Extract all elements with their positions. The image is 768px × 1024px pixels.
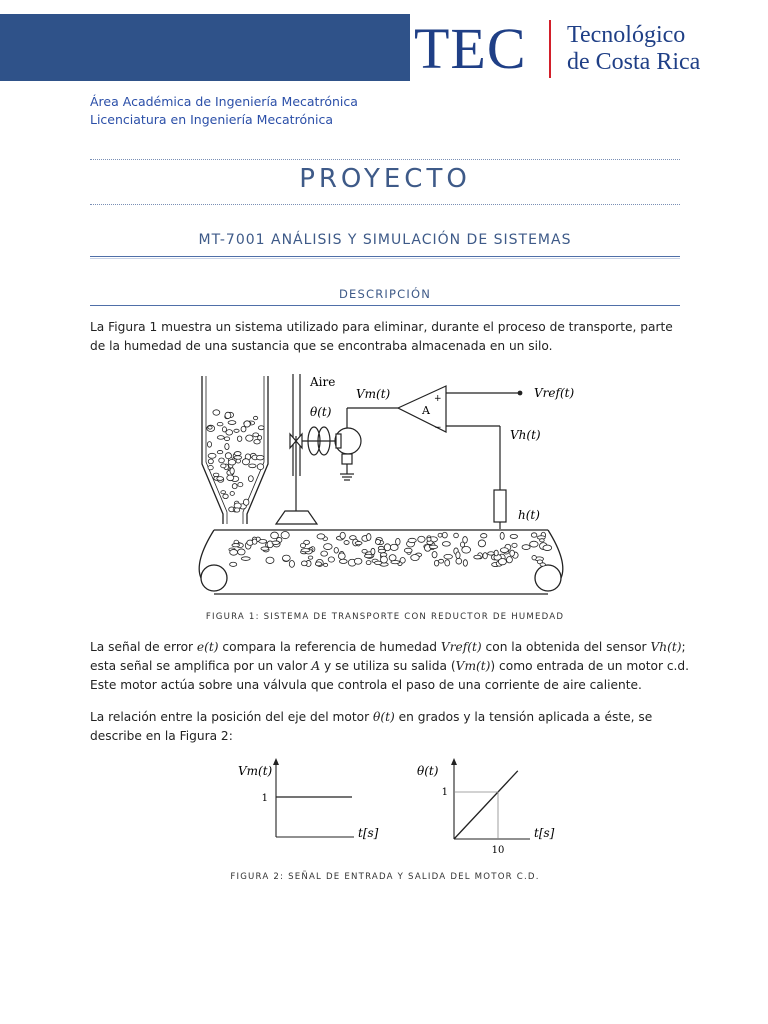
grain [478, 540, 485, 547]
grain [510, 550, 515, 556]
text-span: y se utiliza su salida ( [320, 659, 456, 673]
grain [208, 459, 213, 464]
department-line1: Área Académica de Ingeniería Mecatrónica [90, 94, 358, 109]
grain [442, 532, 447, 538]
grain [213, 473, 219, 477]
theta-label: θ(t) [310, 405, 332, 419]
theta-ramp-line [454, 771, 518, 839]
grain [454, 533, 459, 538]
math-e: e(t) [196, 640, 219, 654]
silo-right-wall [247, 376, 268, 524]
grain [339, 559, 347, 563]
grain [232, 484, 237, 489]
grain [234, 452, 241, 456]
vm-label: Vm(t) [356, 387, 391, 401]
grain [483, 553, 487, 559]
grain [354, 558, 362, 564]
figure-1-caption: FIGURA 1: SISTEMA DE TRANSPORTE CON REDUCTOR DE HUMEDAD [205, 612, 565, 622]
grain [411, 555, 420, 561]
math-vh: Vh(t) [650, 640, 682, 654]
grain [439, 559, 444, 563]
grain [281, 531, 289, 538]
math-vm: Vm(t) [455, 659, 491, 673]
institution-name [567, 22, 700, 76]
grain [324, 563, 328, 566]
grain [207, 442, 211, 448]
title-divider-bottom [90, 204, 680, 205]
grain [498, 559, 506, 565]
figure-2-caption: FIGURA 2: SEÑAL DE ENTRADA Y SALIDA DEL MOTOR C.D. [230, 872, 540, 882]
grain [259, 540, 267, 544]
left-ylabel: Vm(t) [238, 764, 273, 778]
grain [224, 437, 229, 441]
grain [227, 475, 234, 481]
grain [232, 544, 239, 547]
paragraph-intro: La Figura 1 muestra un sistema utilizado para eliminar, durante el proceso de transporte, parte de la humedad de una sustancia que se encontraba almacenada en un silo. [90, 320, 673, 353]
grain [221, 491, 226, 494]
math-theta: θ(t) [372, 710, 395, 724]
grain [506, 557, 512, 563]
grain [256, 455, 264, 460]
grain [234, 456, 242, 460]
grain [432, 551, 437, 557]
grain [230, 492, 234, 496]
grain [532, 555, 536, 559]
silo-left-wall [202, 376, 223, 524]
grain [434, 560, 438, 566]
grain [230, 549, 238, 555]
amp-label: A [422, 404, 430, 417]
course-divider [90, 256, 680, 257]
h-label: h(t) [518, 508, 540, 522]
grain [531, 533, 537, 537]
grain [236, 459, 240, 463]
tec-logo: TEC [414, 16, 527, 81]
grain [364, 554, 372, 558]
grain [254, 440, 260, 444]
department-line2: Licenciatura en Ingeniería Mecatrónica [90, 112, 334, 127]
course-heading: MT-7001 ANÁLISIS Y SIMULACIÓN DE SISTEMAS [198, 232, 572, 248]
grain [225, 443, 229, 449]
grain [217, 450, 223, 453]
math-vref: Vref(t) [440, 640, 482, 654]
grain [543, 545, 552, 551]
text-span: La relación entre la posición del eje del motor [90, 710, 373, 724]
page-title: PROYECTO [299, 164, 471, 194]
grain [366, 534, 371, 541]
grain [522, 545, 530, 550]
grain [213, 410, 220, 415]
grain [223, 494, 228, 499]
grain [272, 541, 279, 545]
grain [456, 552, 460, 559]
section-divider [90, 305, 680, 306]
left-ytick-label: 1 [261, 793, 268, 804]
right-ytick-label: 1 [441, 787, 448, 798]
grain [208, 426, 212, 429]
figure-1-diagram [190, 366, 590, 598]
grain [375, 539, 380, 544]
grain [391, 561, 400, 564]
grain [429, 545, 437, 549]
institution-line1: Tecnológico [567, 22, 686, 48]
text-span: ; esta señal se amplifica por un valor [90, 640, 686, 673]
grain [474, 555, 481, 559]
figure-2-plots [230, 755, 560, 865]
grain [244, 421, 250, 427]
grain [404, 548, 412, 553]
grain [362, 549, 367, 553]
grain [510, 534, 517, 538]
grain [217, 477, 224, 481]
grain [219, 458, 225, 463]
grain [238, 549, 246, 555]
grain [301, 549, 310, 552]
grain [324, 544, 333, 550]
grain [340, 532, 345, 539]
grain [500, 548, 508, 553]
grain [463, 560, 467, 567]
grain [238, 482, 243, 486]
grain [252, 539, 257, 544]
grain [488, 552, 495, 555]
grain [328, 557, 334, 562]
grain [400, 558, 405, 564]
grain [300, 543, 305, 548]
grain [540, 539, 545, 542]
grain [396, 538, 401, 545]
logo-divider [549, 20, 551, 78]
vh-label: Vh(t) [510, 428, 541, 442]
humidity-sensor-icon [494, 490, 506, 522]
left-xlabel: t[s] [358, 826, 379, 840]
grain [234, 429, 239, 432]
grain [463, 537, 468, 543]
grain [317, 534, 325, 539]
grain [445, 560, 450, 566]
grain [258, 426, 264, 430]
grain [257, 464, 264, 470]
grain [371, 548, 375, 554]
grain [217, 436, 224, 440]
grain [225, 453, 231, 459]
grain [366, 561, 371, 565]
right-xtick-label: 10 [491, 845, 505, 856]
text-span: con la obtenida del sensor [481, 640, 651, 654]
right-xlabel: t[s] [534, 826, 555, 840]
grain [237, 436, 242, 441]
grain [217, 422, 223, 425]
air-label: Aire [310, 375, 336, 389]
text-span: La señal de error [90, 640, 197, 654]
grain [242, 459, 249, 465]
math-a: A [311, 659, 321, 673]
vref-label: Vref(t) [534, 386, 575, 400]
header-banner [0, 14, 410, 81]
grain [228, 459, 236, 465]
grain [462, 546, 471, 553]
grain [243, 499, 249, 505]
text-span: en grados y la tensión aplicada a éste, se describe en la Figura 2: [90, 710, 653, 743]
paragraph-error-signal [90, 638, 690, 695]
grain [494, 550, 498, 556]
grain [315, 562, 321, 566]
grain [282, 555, 290, 561]
grain [301, 561, 307, 566]
grain [444, 554, 453, 559]
grain [344, 541, 349, 545]
grain [438, 533, 442, 537]
amp-minus-label: − [434, 423, 442, 433]
grain [321, 551, 328, 556]
grain [308, 556, 313, 559]
grain [222, 427, 226, 432]
left-y-arrow [273, 758, 279, 765]
grain [221, 464, 226, 468]
grain [225, 412, 231, 418]
right-y-arrow [451, 758, 457, 765]
grain [530, 541, 538, 547]
grain [355, 542, 362, 545]
title-divider-top [90, 159, 680, 160]
grain [228, 421, 236, 425]
grain [249, 464, 256, 468]
text-span: ) como entrada de un motor c.d. Este motor actúa sobre una válvula que controla el paso de una corriente de aire caliente. [90, 659, 690, 692]
grain [241, 557, 250, 561]
grain [384, 544, 390, 551]
grain [253, 416, 257, 419]
section-heading: DESCRIPCIÓN [338, 287, 432, 301]
grain [456, 558, 462, 564]
text-span: compara la referencia de humedad [218, 640, 441, 654]
grain [246, 435, 253, 441]
grain [248, 476, 253, 482]
grain [408, 538, 416, 542]
grain [234, 508, 239, 512]
paragraph-motor-relation [90, 708, 690, 746]
grain [208, 453, 216, 458]
grain [334, 548, 338, 554]
grain [266, 557, 274, 563]
grain [540, 563, 545, 566]
institution-line2: de Costa Rica [567, 49, 701, 75]
grain [241, 426, 246, 432]
grain [230, 562, 237, 566]
grain [226, 430, 233, 436]
grain [208, 466, 213, 470]
grain [512, 543, 517, 547]
right-ylabel: θ(t) [417, 764, 439, 778]
grain [427, 537, 431, 541]
grain [375, 561, 382, 564]
grain [481, 534, 487, 538]
grain [389, 555, 396, 561]
grain [418, 536, 425, 542]
grain [261, 547, 269, 550]
amp-plus-label: + [434, 394, 442, 404]
grain [442, 542, 450, 547]
grain [338, 553, 345, 559]
grain [230, 468, 234, 474]
grain [289, 560, 294, 567]
grain [500, 532, 504, 539]
